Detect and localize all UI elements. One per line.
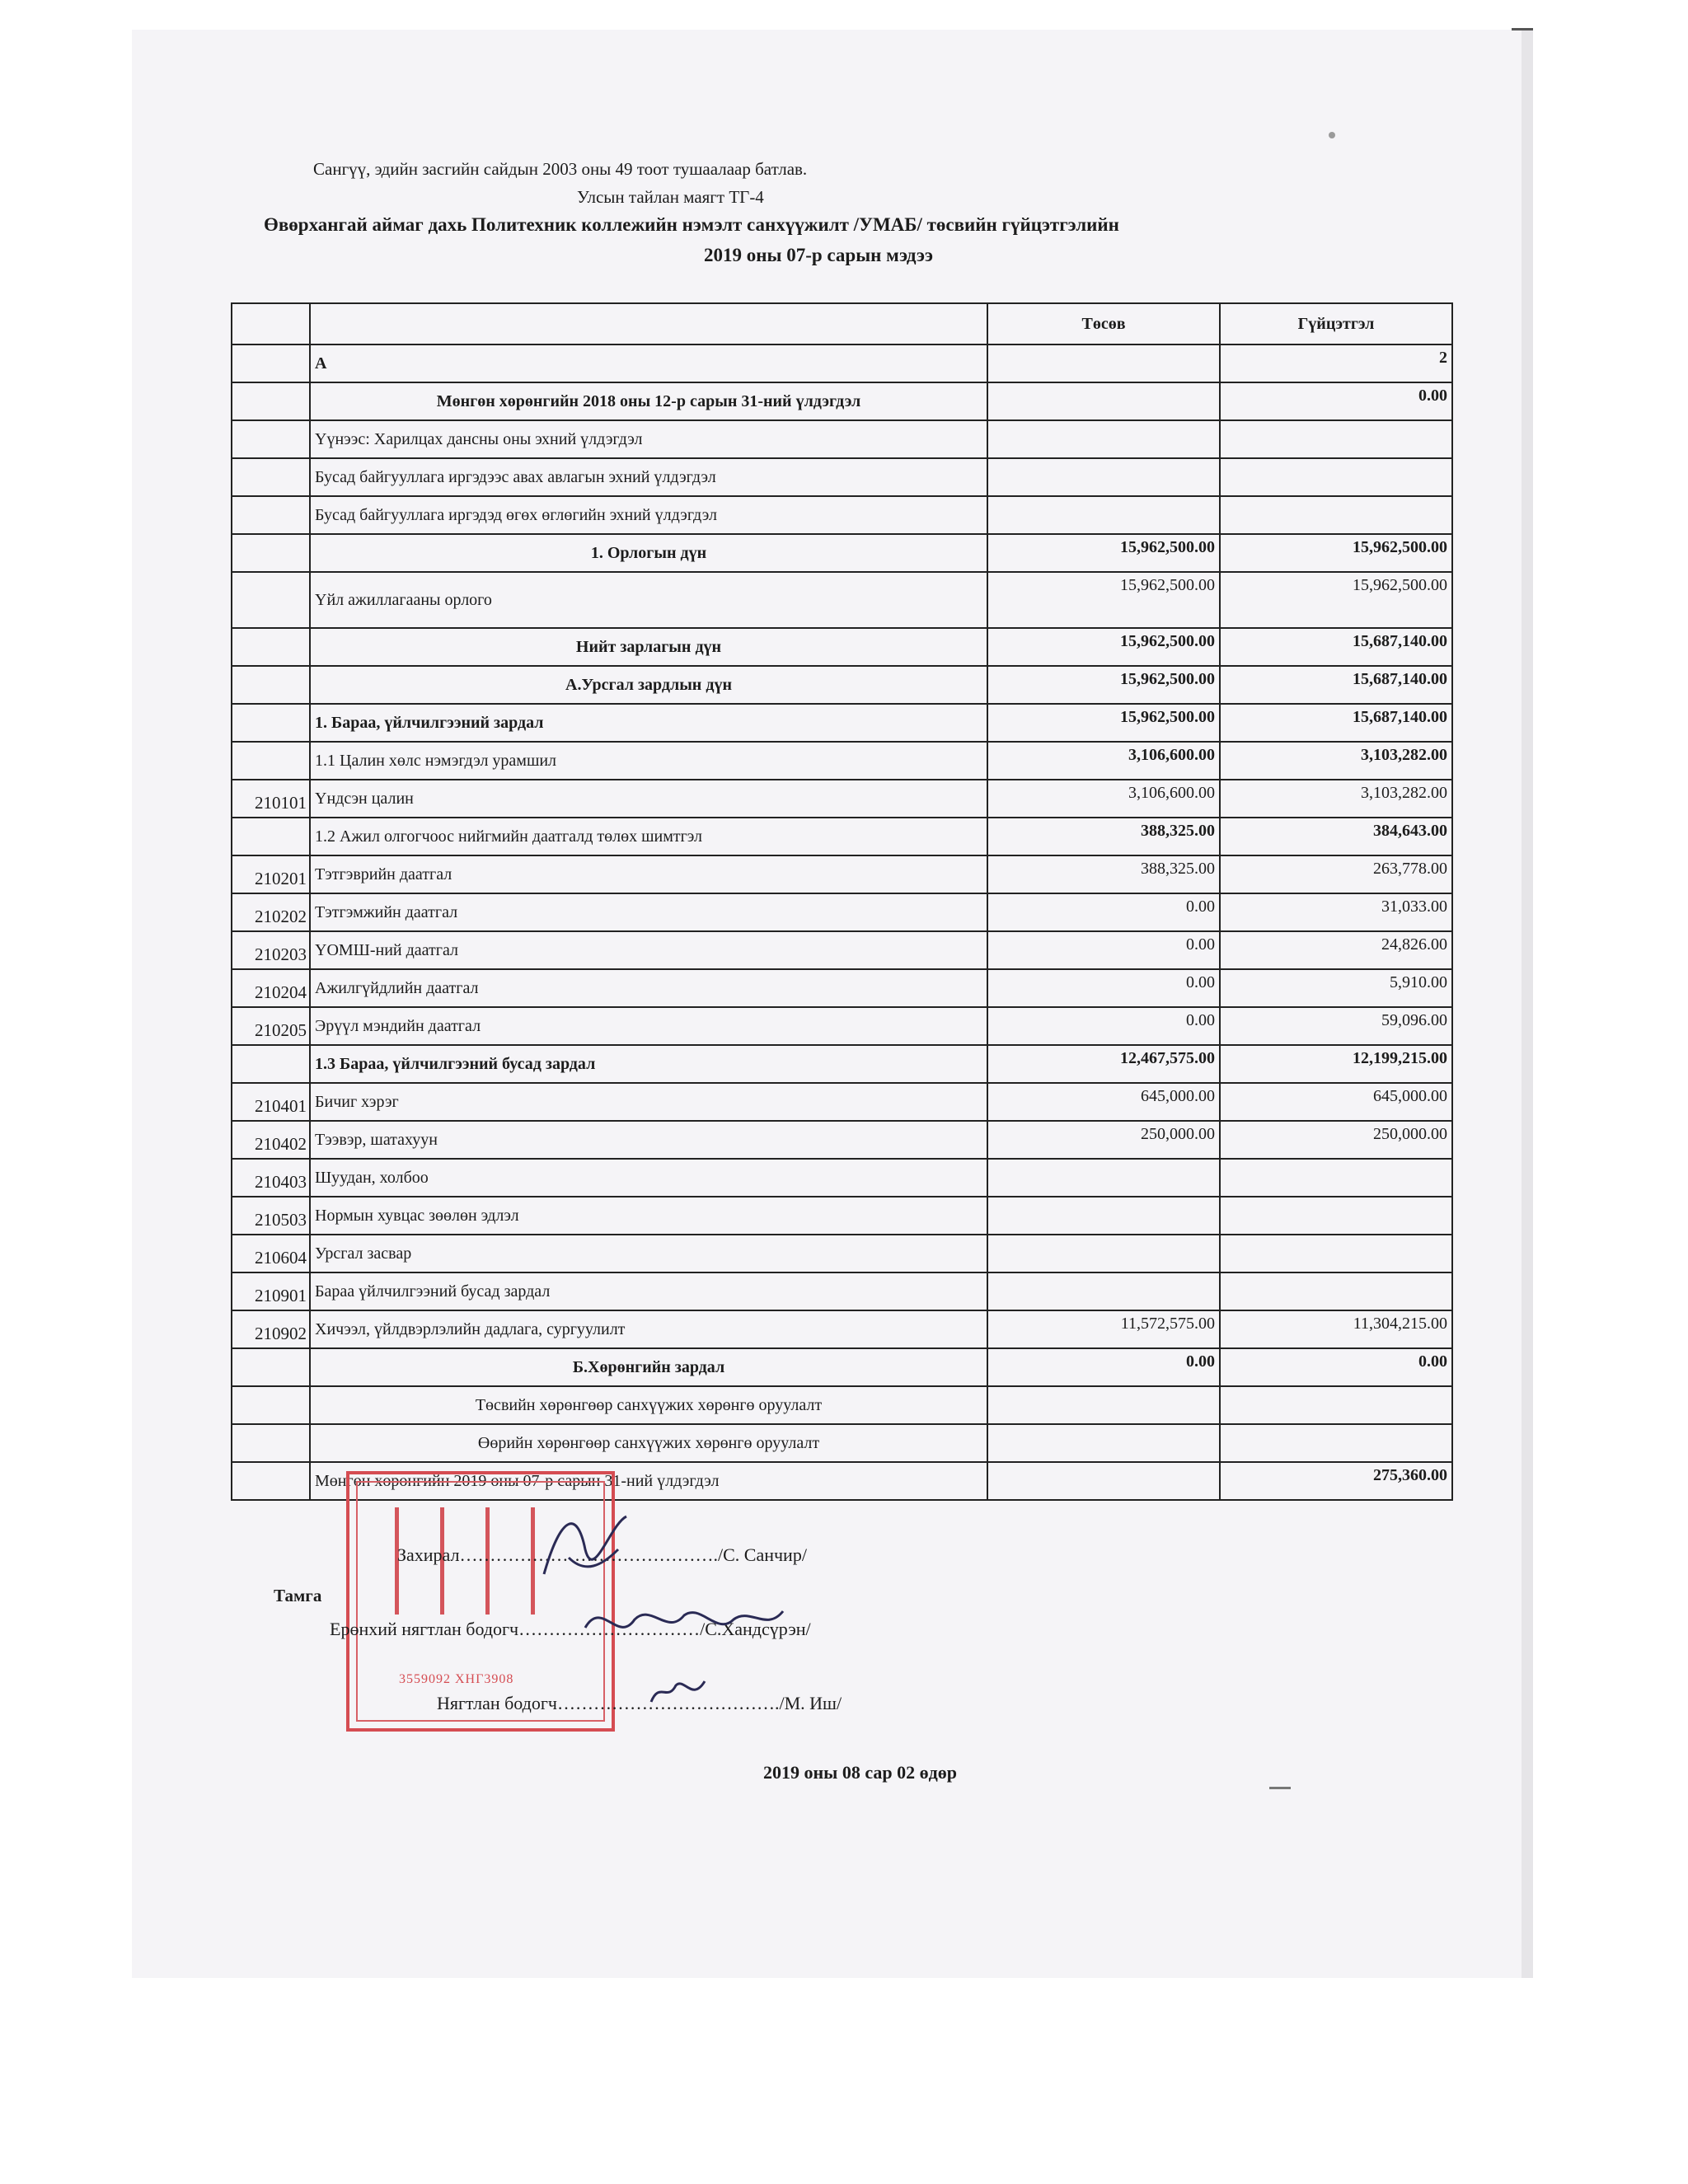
actual-cell: 24,826.00 (1220, 931, 1452, 969)
label-cell: Нийт зарлагын дүн (310, 628, 987, 666)
index-2: 2 (1220, 344, 1452, 382)
chief-accountant-handwritten-signature (577, 1595, 791, 1652)
actual-cell: 0.00 (1220, 382, 1452, 420)
plan-cell (987, 1159, 1220, 1197)
code-cell: 210604 (232, 1235, 310, 1272)
plan-header: Төсөв (987, 303, 1220, 344)
plan-cell (987, 458, 1220, 496)
actual-cell: 3,103,282.00 (1220, 780, 1452, 818)
plan-cell: 15,962,500.00 (987, 572, 1220, 628)
plan-cell: 11,572,575.00 (987, 1310, 1220, 1348)
scan-dash (1269, 1787, 1291, 1789)
actual-cell: 263,778.00 (1220, 855, 1452, 893)
table-index-row (232, 344, 1452, 382)
accountant-handwritten-signature (647, 1673, 713, 1710)
plan-cell: 3,106,600.00 (987, 742, 1220, 780)
label-cell: Нормын хувцас зөөлөн эдлэл (310, 1197, 987, 1235)
scan-mark (1512, 28, 1533, 30)
code-cell: 210201 (232, 855, 310, 893)
label-cell: А.Урсгал зардлын дүн (310, 666, 987, 704)
plan-cell (987, 1462, 1220, 1500)
director-signature-line: Захирал……………………………………./С. Санчир/ (397, 1544, 807, 1565)
label-cell: Үүнээс: Харилцах дансны оны эхний үлдэгдэл (310, 420, 987, 458)
chief-accountant-signature-line: Ерөнхий нягтлан бодогч…………………………/С.Хандсүрэн/ (330, 1619, 811, 1639)
plan-cell: 0.00 (987, 1348, 1220, 1386)
code-cell (232, 458, 310, 496)
director-handwritten-signature (528, 1500, 643, 1599)
table-row (232, 1348, 1452, 1386)
actual-cell: 15,687,140.00 (1220, 704, 1452, 742)
label-cell: Бараа үйлчилгээний бусад зардал (310, 1272, 987, 1310)
plan-cell: 0.00 (987, 931, 1220, 969)
code-cell (232, 1386, 310, 1424)
table-row (232, 496, 1452, 534)
accountant-signature-line: Нягтлан бодогч………………………………./М. Иш/ (437, 1693, 842, 1713)
label-cell: Тэтгэмжийн даатгал (310, 893, 987, 931)
actual-cell: 15,687,140.00 (1220, 628, 1452, 666)
code-cell: 210901 (232, 1272, 310, 1310)
plan-cell (987, 382, 1220, 420)
index-a: А (310, 344, 987, 382)
table-row (232, 666, 1452, 704)
actual-header: Гүйцэтгэл (1220, 303, 1452, 344)
budget-table (231, 302, 1453, 1501)
table-row (232, 1197, 1452, 1235)
approval-note: Сангүү, эдийн засгийн сайдын 2003 оны 49 тоот тушаалаар батлав. (313, 159, 808, 179)
label-cell: Өөрийн хөрөнгөөр санхүүжих хөрөнгө оруулалт (310, 1424, 987, 1462)
plan-cell: 0.00 (987, 893, 1220, 931)
table-row (232, 893, 1452, 931)
table-row (232, 458, 1452, 496)
label-cell: Төсвийн хөрөнгөөр санхүүжих хөрөнгө оруулалт (310, 1386, 987, 1424)
actual-cell: 11,304,215.00 (1220, 1310, 1452, 1348)
actual-cell: 5,910.00 (1220, 969, 1452, 1007)
label-cell: Тэтгэврийн даатгал (310, 855, 987, 893)
code-cell (232, 382, 310, 420)
label-header (310, 303, 987, 344)
code-cell (232, 742, 310, 780)
table-row (232, 1235, 1452, 1272)
actual-cell (1220, 1235, 1452, 1272)
table-row (232, 420, 1452, 458)
label-cell: Бичиг хэрэг (310, 1083, 987, 1121)
actual-cell (1220, 1272, 1452, 1310)
table-row (232, 1272, 1452, 1310)
label-cell: Үндсэн цалин (310, 780, 987, 818)
report-title: Өвөрхангай аймаг дахь Политехник коллежийн нэмэлт санхүүжилт /УМАБ/ төсвийн гүйцэтгэлийн (264, 214, 1119, 235)
plan-cell (987, 1197, 1220, 1235)
table-row (232, 1159, 1452, 1197)
code-cell (232, 628, 310, 666)
seal-label: Тамга (274, 1586, 322, 1605)
table-row (232, 628, 1452, 666)
table-row (232, 704, 1452, 742)
label-cell: 1. Бараа, үйлчилгээний зардал (310, 704, 987, 742)
actual-cell: 31,033.00 (1220, 893, 1452, 931)
actual-cell: 645,000.00 (1220, 1083, 1452, 1121)
label-cell: Мөнгөн хөрөнгийн 2018 оны 12-р сарын 31-ний үлдэгдэл (310, 382, 987, 420)
code-cell: 210403 (232, 1159, 310, 1197)
stamp-number: 3559092 ХНГ3908 (399, 1672, 514, 1686)
table-row (232, 780, 1452, 818)
table-row (232, 1310, 1452, 1348)
label-cell: Бусад байгууллага иргэдээс авах авлагын эхний үлдэгдэл (310, 458, 987, 496)
plan-cell: 0.00 (987, 1007, 1220, 1045)
label-cell: Б.Хөрөнгийн зардал (310, 1348, 987, 1386)
table-row (232, 1007, 1452, 1045)
plan-cell: 15,962,500.00 (987, 534, 1220, 572)
table-row (232, 534, 1452, 572)
label-cell: Тээвэр, шатахуун (310, 1121, 987, 1159)
plan-cell: 645,000.00 (987, 1083, 1220, 1121)
label-cell: 1.3 Бараа, үйлчилгээний бусад зардал (310, 1045, 987, 1083)
code-cell: 210204 (232, 969, 310, 1007)
label-cell: Ажилгүйдлийн даатгал (310, 969, 987, 1007)
actual-cell: 15,687,140.00 (1220, 666, 1452, 704)
actual-cell: 15,962,500.00 (1220, 572, 1452, 628)
code-header (232, 303, 310, 344)
report-period: 2019 оны 07-р сарын мэдээ (704, 245, 933, 265)
table-row (232, 969, 1452, 1007)
table-header-row (232, 303, 1452, 344)
actual-cell: 275,360.00 (1220, 1462, 1452, 1500)
code-cell (232, 1462, 310, 1500)
code-cell (232, 666, 310, 704)
plan-cell (987, 420, 1220, 458)
actual-cell: 250,000.00 (1220, 1121, 1452, 1159)
label-cell: Хичээл, үйлдвэрлэлийн дадлага, сургуулилт (310, 1310, 987, 1348)
plan-cell: 250,000.00 (987, 1121, 1220, 1159)
page-edge (1522, 30, 1533, 1978)
code-cell: 210205 (232, 1007, 310, 1045)
plan-cell (987, 496, 1220, 534)
actual-cell: 384,643.00 (1220, 818, 1452, 855)
label-cell: ҮОМШ-ний даатгал (310, 931, 987, 969)
plan-cell: 3,106,600.00 (987, 780, 1220, 818)
table-row (232, 742, 1452, 780)
label-cell: Урсгал засвар (310, 1235, 987, 1272)
plan-cell (987, 1386, 1220, 1424)
label-cell: Бусад байгууллага иргэдэд өгөх өглөгийн эхний үлдэгдэл (310, 496, 987, 534)
actual-cell (1220, 1386, 1452, 1424)
actual-cell (1220, 1197, 1452, 1235)
code-cell (232, 1045, 310, 1083)
actual-cell: 59,096.00 (1220, 1007, 1452, 1045)
code-cell: 210503 (232, 1197, 310, 1235)
index-plan (987, 344, 1220, 382)
index-cell (232, 344, 310, 382)
table-row (232, 382, 1452, 420)
actual-cell (1220, 458, 1452, 496)
actual-cell: 0.00 (1220, 1348, 1452, 1386)
label-cell: Үйл ажиллагааны орлого (310, 572, 987, 628)
report-date: 2019 оны 08 сар 02 өдөр (763, 1762, 957, 1783)
plan-cell (987, 1272, 1220, 1310)
code-cell (232, 1424, 310, 1462)
code-cell (232, 572, 310, 628)
plan-cell: 388,325.00 (987, 818, 1220, 855)
table-row (232, 572, 1452, 628)
code-cell (232, 1348, 310, 1386)
table-row (232, 931, 1452, 969)
actual-cell (1220, 1424, 1452, 1462)
code-cell: 210101 (232, 780, 310, 818)
actual-cell: 3,103,282.00 (1220, 742, 1452, 780)
plan-cell (987, 1424, 1220, 1462)
table-row (232, 1045, 1452, 1083)
code-cell: 210401 (232, 1083, 310, 1121)
code-cell: 210202 (232, 893, 310, 931)
actual-cell: 12,199,215.00 (1220, 1045, 1452, 1083)
actual-cell (1220, 496, 1452, 534)
actual-cell (1220, 1159, 1452, 1197)
code-cell (232, 818, 310, 855)
plan-cell: 388,325.00 (987, 855, 1220, 893)
table-row (232, 1121, 1452, 1159)
label-cell: Эрүүл мэндийн даатгал (310, 1007, 987, 1045)
table-row (232, 855, 1452, 893)
scan-speck (1329, 132, 1335, 138)
actual-cell (1220, 420, 1452, 458)
table-row (232, 1424, 1452, 1462)
table-row (232, 1386, 1452, 1424)
code-cell (232, 704, 310, 742)
label-cell: 1.1 Цалин хөлс нэмэгдэл урамшил (310, 742, 987, 780)
code-cell (232, 496, 310, 534)
code-cell: 210902 (232, 1310, 310, 1348)
plan-cell (987, 1235, 1220, 1272)
code-cell: 210203 (232, 931, 310, 969)
code-cell: 210402 (232, 1121, 310, 1159)
table-row (232, 1083, 1452, 1121)
plan-cell: 15,962,500.00 (987, 628, 1220, 666)
plan-cell: 15,962,500.00 (987, 666, 1220, 704)
label-cell: Шуудан, холбоо (310, 1159, 987, 1197)
plan-cell: 12,467,575.00 (987, 1045, 1220, 1083)
table-body (232, 382, 1452, 1500)
label-cell: Мөнгөн хөрөнгийн 2019 оны 07-р сарын 31-ний үлдэгдэл (310, 1462, 987, 1500)
table-row (232, 818, 1452, 855)
label-cell: 1.2 Ажил олгогчоос нийгмийн даатгалд төлөх шимтгэл (310, 818, 987, 855)
actual-cell: 15,962,500.00 (1220, 534, 1452, 572)
code-cell (232, 534, 310, 572)
plan-cell: 15,962,500.00 (987, 704, 1220, 742)
plan-cell: 0.00 (987, 969, 1220, 1007)
code-cell (232, 420, 310, 458)
label-cell: 1. Орлогын дүн (310, 534, 987, 572)
form-number: Улсын тайлан маягт ТГ-4 (577, 187, 764, 207)
